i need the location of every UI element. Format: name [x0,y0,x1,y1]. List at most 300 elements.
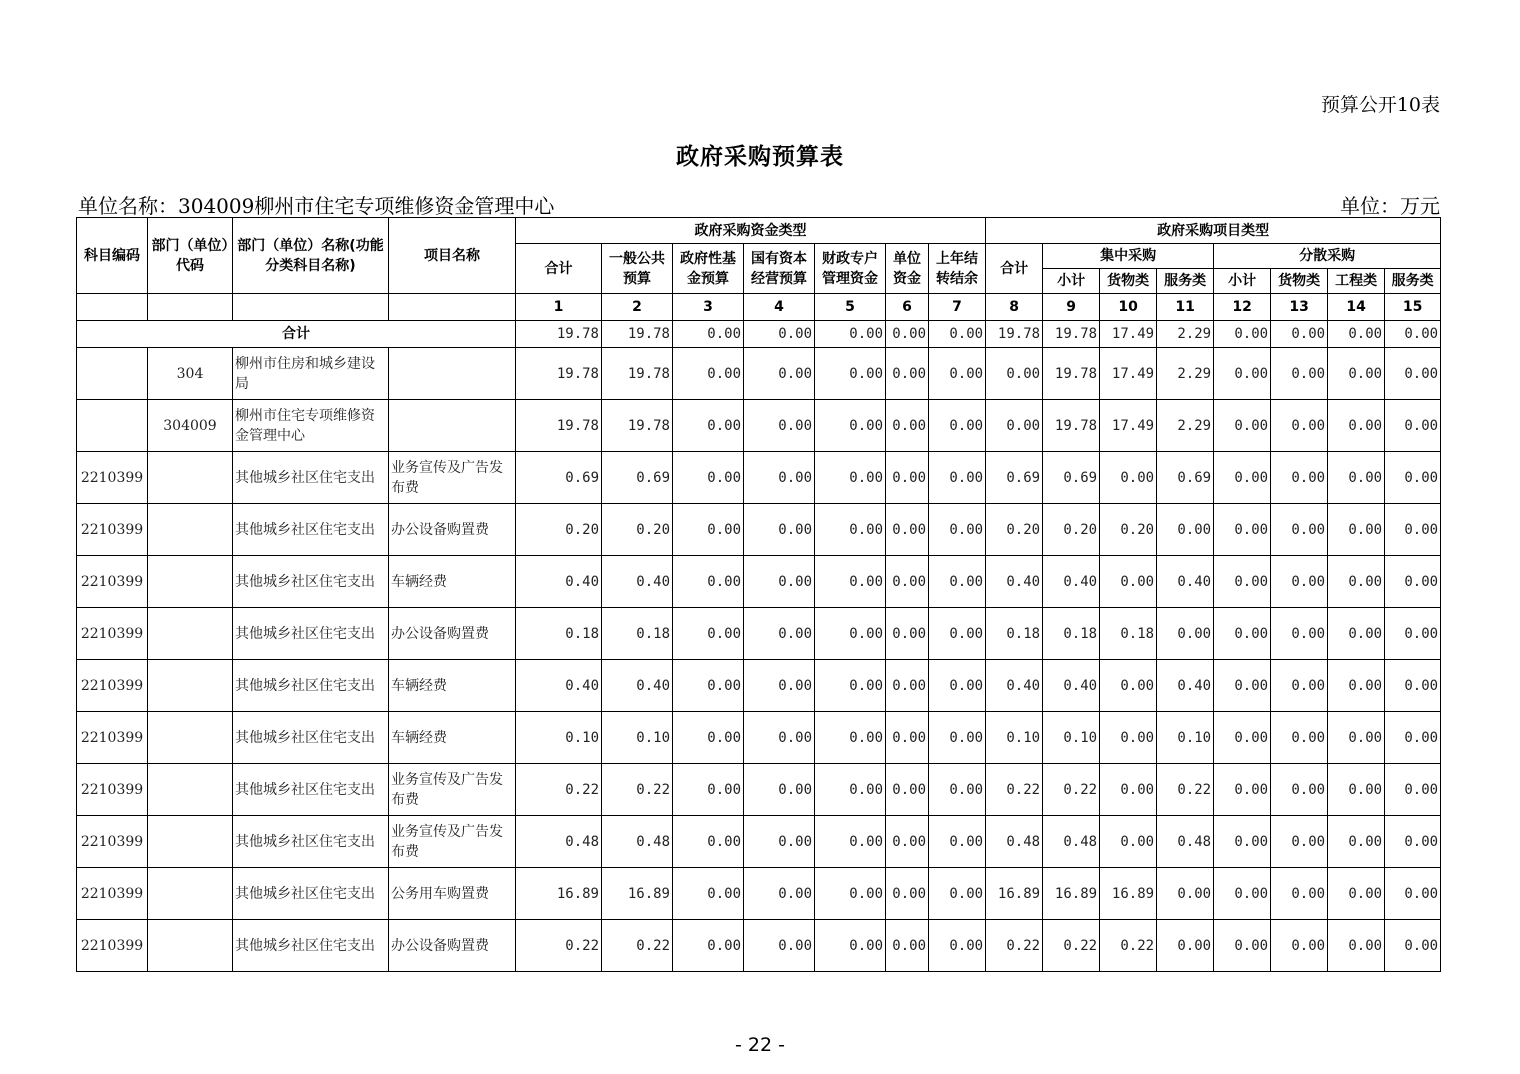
value-cell: 0.00 [744,764,815,816]
dept-name-cell: 其他城乡社区住宅支出 [233,816,389,868]
value-cell: 2.29 [1157,348,1214,400]
value-cell: 0.00 [815,712,886,764]
value-cell: 0.00 [815,556,886,608]
table-row [77,452,1441,504]
value-cell: 0.10 [1043,712,1100,764]
value-cell: 0.00 [1100,452,1157,504]
value-cell: 0.00 [744,660,815,712]
value-cell: 0.00 [1271,816,1328,868]
value-cell: 0.00 [673,816,744,868]
value-cell: 0.00 [1328,348,1385,400]
value-cell: 0.00 [1157,504,1214,556]
value-cell: 0.00 [744,400,815,452]
value-cell: 0.00 [1328,400,1385,452]
dept-name-cell: 其他城乡社区住宅支出 [233,868,389,920]
value-cell: 0.00 [1157,920,1214,972]
value-cell: 0.00 [1328,868,1385,920]
table-number-label: 预算公开10表 [1320,94,1440,116]
value-cell: 0.00 [673,764,744,816]
value-cell: 0.40 [986,556,1043,608]
project-name-cell: 业务宣传及广告发布费 [389,764,516,816]
table-row [77,764,1441,816]
value-cell: 0.00 [1214,868,1271,920]
value-cell: 0.20 [986,504,1043,556]
value-cell: 16.89 [1043,868,1100,920]
value-cell: 0.69 [516,452,602,504]
value-cell: 0.22 [1157,764,1214,816]
column-index: 9 [1043,294,1100,321]
header-dispersed-procurement: 分散采购 [1214,244,1441,269]
dept-name-cell: 其他城乡社区住宅支出 [233,764,389,816]
value-cell: 0.22 [602,920,673,972]
total-value-cell: 0.00 [1271,321,1328,348]
value-cell: 0.00 [1271,660,1328,712]
value-cell: 0.00 [673,660,744,712]
header-subject-code: 科目编码 [77,218,148,294]
value-cell: 16.89 [602,868,673,920]
column-index: 7 [929,294,986,321]
dept-name-cell: 其他城乡社区住宅支出 [233,504,389,556]
header-fund-type-group: 政府采购资金类型 [516,218,986,244]
value-cell: 0.00 [929,556,986,608]
total-value-cell: 0.00 [1385,321,1441,348]
value-cell: 19.78 [1043,348,1100,400]
value-cell: 0.00 [1328,660,1385,712]
value-cell: 0.00 [929,504,986,556]
value-cell: 0.00 [929,920,986,972]
subject-code-cell: 2210399 [77,764,148,816]
subject-code-cell: 2210399 [77,712,148,764]
dept-name-cell: 柳州市住房和城乡建设局 [233,348,389,400]
value-cell: 0.00 [929,660,986,712]
dept-code-cell: 304 [148,348,233,400]
table-row [77,712,1441,764]
value-cell: 0.00 [1328,712,1385,764]
table-row [77,868,1441,920]
value-cell: 0.22 [986,920,1043,972]
value-cell: 0.00 [744,348,815,400]
total-value-cell: 0.00 [929,321,986,348]
value-cell: 0.00 [1328,816,1385,868]
unit-name-label: 单位名称：304009柳州市住宅专项维修资金管理中心 [78,194,555,218]
value-cell: 0.00 [815,920,886,972]
value-cell: 0.00 [1214,504,1271,556]
value-cell: 0.22 [986,764,1043,816]
dept-name-cell: 其他城乡社区住宅支出 [233,556,389,608]
currency-unit-label: 单位：万元 [1340,194,1440,218]
project-name-cell [389,400,516,452]
value-cell: 0.48 [516,816,602,868]
value-cell: 0.00 [1385,556,1441,608]
value-cell: 19.78 [1043,400,1100,452]
value-cell: 0.00 [1385,712,1441,764]
header-special-account-funds: 财政专户管理资金 [815,244,886,294]
value-cell: 0.48 [1043,816,1100,868]
total-value-cell: 19.78 [986,321,1043,348]
project-name-cell: 公务用车购置费 [389,868,516,920]
dept-name-cell: 其他城乡社区住宅支出 [233,452,389,504]
value-cell: 0.40 [1157,556,1214,608]
value-cell: 0.00 [673,504,744,556]
value-cell: 0.00 [1385,348,1441,400]
value-cell: 0.00 [673,920,744,972]
value-cell: 0.10 [986,712,1043,764]
header-dispersed-goods: 货物类 [1271,269,1328,294]
dept-name-cell: 其他城乡社区住宅支出 [233,920,389,972]
table-row [77,816,1441,868]
value-cell: 0.00 [1271,504,1328,556]
value-cell: 0.40 [602,556,673,608]
subject-code-cell: 2210399 [77,608,148,660]
column-index: 10 [1100,294,1157,321]
dept-code-cell [148,868,233,920]
value-cell: 0.69 [986,452,1043,504]
value-cell: 0.00 [1385,452,1441,504]
total-value-cell: 0.00 [673,321,744,348]
dept-name-cell: 柳州市住宅专项维修资金管理中心 [233,400,389,452]
header-dispersed-subtotal: 小计 [1214,269,1271,294]
value-cell: 16.89 [1100,868,1157,920]
value-cell: 0.69 [1043,452,1100,504]
value-cell: 0.10 [516,712,602,764]
value-cell: 0.00 [886,348,929,400]
value-cell: 0.00 [929,452,986,504]
value-cell: 0.00 [744,816,815,868]
header-project-total: 合计 [986,244,1043,294]
dept-name-cell: 其他城乡社区住宅支出 [233,660,389,712]
dept-code-cell [148,660,233,712]
project-name-cell: 车辆经费 [389,712,516,764]
value-cell: 0.00 [1385,920,1441,972]
value-cell: 0.00 [1157,608,1214,660]
value-cell: 0.00 [815,660,886,712]
subject-code-cell: 2210399 [77,816,148,868]
value-cell: 0.00 [1100,660,1157,712]
project-name-cell: 办公设备购置费 [389,920,516,972]
value-cell: 0.00 [929,608,986,660]
total-value-cell: 19.78 [1043,321,1100,348]
value-cell: 0.00 [1214,608,1271,660]
value-cell: 0.69 [1157,452,1214,504]
project-name-cell: 业务宣传及广告发布费 [389,816,516,868]
value-cell: 0.00 [673,868,744,920]
value-cell: 0.00 [815,816,886,868]
subject-code-cell: 2210399 [77,504,148,556]
dept-code-cell [148,556,233,608]
value-cell: 0.69 [602,452,673,504]
value-cell: 0.00 [744,556,815,608]
subject-code-cell: 2210399 [77,556,148,608]
dept-code-cell [148,920,233,972]
value-cell: 0.00 [1100,816,1157,868]
value-cell: 0.00 [815,400,886,452]
value-cell: 0.00 [744,608,815,660]
dept-code-cell [148,816,233,868]
dept-code-cell [148,608,233,660]
value-cell: 0.00 [673,348,744,400]
value-cell: 0.00 [1385,660,1441,712]
column-index: 14 [1328,294,1385,321]
total-value-cell: 19.78 [602,321,673,348]
value-cell: 0.40 [986,660,1043,712]
value-cell: 0.00 [1328,504,1385,556]
header-dispersed-services: 服务类 [1385,269,1441,294]
value-cell: 0.00 [744,868,815,920]
value-cell: 0.00 [1385,504,1441,556]
header-gov-fund-budget: 政府性基金预算 [673,244,744,294]
value-cell: 0.10 [602,712,673,764]
column-index: 15 [1385,294,1441,321]
value-cell: 0.20 [516,504,602,556]
value-cell: 0.10 [1157,712,1214,764]
value-cell: 0.00 [1271,400,1328,452]
value-cell: 0.00 [744,920,815,972]
value-cell: 0.00 [886,660,929,712]
total-row-label: 合计 [77,321,516,348]
value-cell: 0.00 [886,556,929,608]
subject-code-cell [77,348,148,400]
value-cell: 0.00 [744,504,815,556]
subject-code-cell: 2210399 [77,660,148,712]
value-cell: 0.00 [886,816,929,868]
subject-code-cell: 2210399 [77,868,148,920]
value-cell: 0.00 [1214,400,1271,452]
value-cell: 0.40 [602,660,673,712]
value-cell: 0.00 [1214,660,1271,712]
total-value-cell: 0.00 [744,321,815,348]
value-cell: 0.22 [1043,920,1100,972]
column-index: 2 [602,294,673,321]
column-index: 6 [886,294,929,321]
header-dept-name: 部门（单位）名称(功能分类科目名称) [233,218,389,294]
total-value-cell: 2.29 [1157,321,1214,348]
value-cell: 0.00 [1328,608,1385,660]
value-cell: 0.00 [1157,868,1214,920]
value-cell: 0.00 [1328,920,1385,972]
value-cell: 0.20 [1043,504,1100,556]
table-row [77,920,1441,972]
value-cell: 0.00 [929,764,986,816]
value-cell: 0.00 [744,712,815,764]
header-unit-funds: 单位资金 [886,244,929,294]
value-cell: 0.18 [516,608,602,660]
column-index: 13 [1271,294,1328,321]
value-cell: 0.20 [1100,504,1157,556]
value-cell: 0.00 [673,556,744,608]
value-cell: 0.00 [673,608,744,660]
value-cell: 0.00 [1100,764,1157,816]
dept-code-cell [148,504,233,556]
value-cell: 0.40 [1043,660,1100,712]
table-row [77,400,1441,452]
value-cell: 0.48 [602,816,673,868]
value-cell: 0.00 [1100,556,1157,608]
procurement-budget-table [76,217,1441,972]
value-cell: 0.18 [986,608,1043,660]
value-cell: 0.00 [815,608,886,660]
value-cell: 0.40 [1043,556,1100,608]
value-cell: 0.00 [673,400,744,452]
column-index: 11 [1157,294,1214,321]
value-cell: 16.89 [516,868,602,920]
value-cell: 0.00 [929,712,986,764]
header-fund-total: 合计 [516,244,602,294]
project-name-cell [389,348,516,400]
value-cell: 0.00 [1214,556,1271,608]
value-cell: 0.00 [1271,452,1328,504]
value-cell: 0.00 [1271,920,1328,972]
header-dispersed-works: 工程类 [1328,269,1385,294]
value-cell: 0.00 [1385,764,1441,816]
value-cell: 0.00 [1271,868,1328,920]
value-cell: 0.40 [516,556,602,608]
value-cell: 19.78 [516,348,602,400]
value-cell: 0.00 [1328,764,1385,816]
value-cell: 0.00 [815,764,886,816]
column-index: 5 [815,294,886,321]
dept-name-cell: 其他城乡社区住宅支出 [233,712,389,764]
value-cell: 0.00 [1271,348,1328,400]
value-cell: 0.00 [886,504,929,556]
value-cell: 0.00 [1328,556,1385,608]
project-name-cell: 车辆经费 [389,556,516,608]
project-name-cell: 办公设备购置费 [389,504,516,556]
value-cell: 0.20 [602,504,673,556]
value-cell: 0.00 [986,348,1043,400]
header-project-name: 项目名称 [389,218,516,294]
value-cell: 16.89 [986,868,1043,920]
header-general-budget: 一般公共预算 [602,244,673,294]
dept-code-cell: 304009 [148,400,233,452]
value-cell: 0.00 [815,452,886,504]
value-cell: 0.22 [1043,764,1100,816]
value-cell: 0.22 [602,764,673,816]
value-cell: 0.18 [1100,608,1157,660]
total-value-cell: 0.00 [1328,321,1385,348]
value-cell: 0.00 [815,868,886,920]
table-row [77,556,1441,608]
value-cell: 0.00 [744,452,815,504]
value-cell: 19.78 [602,400,673,452]
table-row [77,348,1441,400]
value-cell: 0.00 [886,920,929,972]
dept-code-cell [148,764,233,816]
value-cell: 0.00 [886,712,929,764]
index-blank [389,294,516,321]
value-cell: 0.00 [1100,712,1157,764]
value-cell: 0.00 [1214,712,1271,764]
total-value-cell: 0.00 [815,321,886,348]
header-state-capital-budget: 国有资本经营预算 [744,244,815,294]
subject-code-cell [77,400,148,452]
value-cell: 0.00 [929,348,986,400]
dept-code-cell [148,452,233,504]
value-cell: 0.22 [516,764,602,816]
value-cell: 17.49 [1100,400,1157,452]
value-cell: 0.40 [516,660,602,712]
value-cell: 0.40 [1157,660,1214,712]
total-value-cell: 0.00 [886,321,929,348]
value-cell: 0.48 [986,816,1043,868]
value-cell: 0.00 [1271,712,1328,764]
subject-code-cell: 2210399 [77,920,148,972]
value-cell: 0.00 [929,400,986,452]
column-index: 1 [516,294,602,321]
header-carryover: 上年结转结余 [929,244,986,294]
project-name-cell: 业务宣传及广告发布费 [389,452,516,504]
value-cell: 0.18 [1043,608,1100,660]
project-name-cell: 办公设备购置费 [389,608,516,660]
value-cell: 0.00 [886,452,929,504]
table-row [77,660,1441,712]
value-cell: 2.29 [1157,400,1214,452]
index-blank [148,294,233,321]
header-dept-code: 部门（单位）代码 [148,218,233,294]
column-index: 4 [744,294,815,321]
value-cell: 0.22 [516,920,602,972]
value-cell: 0.00 [1271,556,1328,608]
header-central-goods: 货物类 [1100,269,1157,294]
dept-code-cell [148,712,233,764]
subject-code-cell: 2210399 [77,452,148,504]
value-cell: 0.00 [1385,608,1441,660]
value-cell: 0.00 [673,712,744,764]
index-blank [77,294,148,321]
total-value-cell: 0.00 [1214,321,1271,348]
value-cell: 0.00 [1385,868,1441,920]
value-cell: 0.00 [815,348,886,400]
value-cell: 0.00 [1271,764,1328,816]
header-central-services: 服务类 [1157,269,1214,294]
value-cell: 0.00 [1214,764,1271,816]
value-cell: 0.00 [886,868,929,920]
value-cell: 0.00 [929,816,986,868]
value-cell: 0.00 [815,504,886,556]
table-row [77,504,1441,556]
header-central-procurement: 集中采购 [1043,244,1214,269]
total-value-cell: 17.49 [1100,321,1157,348]
value-cell: 0.00 [986,400,1043,452]
page-number: - 22 - [735,1034,785,1056]
value-cell: 0.00 [1214,816,1271,868]
value-cell: 0.00 [1385,816,1441,868]
column-index: 8 [986,294,1043,321]
total-value-cell: 19.78 [516,321,602,348]
value-cell: 0.18 [602,608,673,660]
value-cell: 0.00 [886,400,929,452]
value-cell: 0.48 [1157,816,1214,868]
column-index: 3 [673,294,744,321]
value-cell: 19.78 [516,400,602,452]
value-cell: 0.00 [1385,400,1441,452]
value-cell: 0.00 [886,764,929,816]
value-cell: 0.00 [1214,920,1271,972]
value-cell: 17.49 [1100,348,1157,400]
value-cell: 0.00 [1214,348,1271,400]
column-index: 12 [1214,294,1271,321]
value-cell: 0.00 [1271,608,1328,660]
dept-name-cell: 其他城乡社区住宅支出 [233,608,389,660]
value-cell: 0.22 [1100,920,1157,972]
page-title: 政府采购预算表 [676,143,844,170]
value-cell: 0.00 [1328,452,1385,504]
value-cell: 19.78 [602,348,673,400]
project-name-cell: 车辆经费 [389,660,516,712]
header-project-type-group: 政府采购项目类型 [986,218,1441,244]
value-cell: 0.00 [886,608,929,660]
value-cell: 0.00 [929,868,986,920]
table-row [77,608,1441,660]
